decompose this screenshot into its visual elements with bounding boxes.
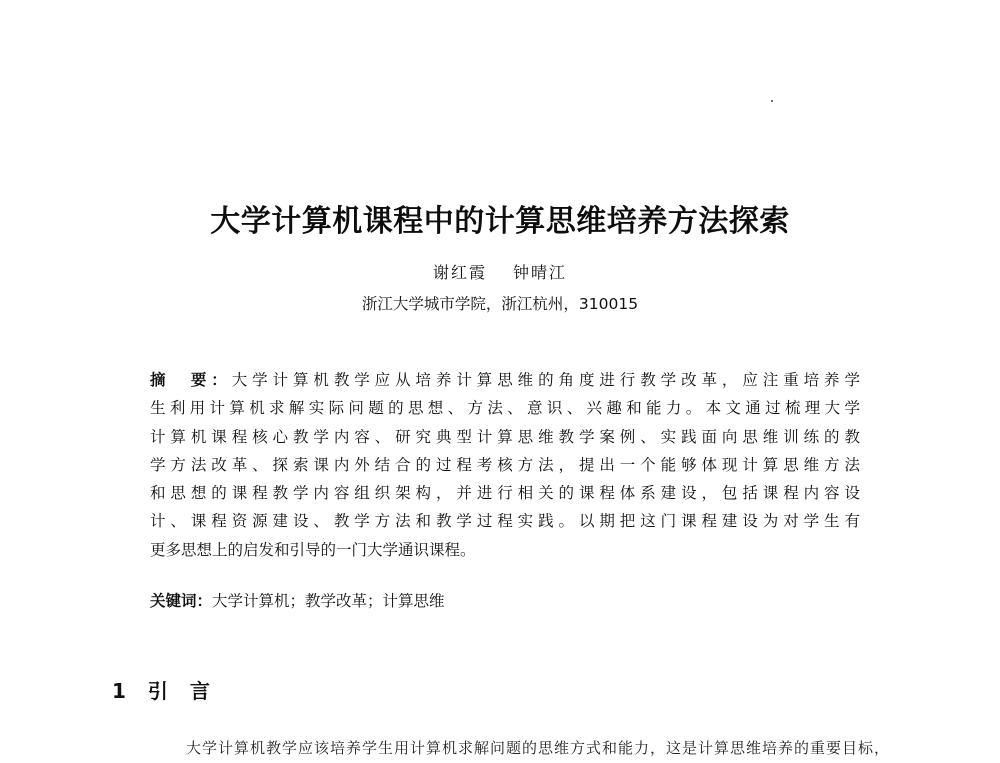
abstract-line: 更多思想上的启发和引导的一门大学通识课程。 [150,540,476,559]
affiliation: 浙江大学城市学院，浙江杭州，310015 [361,295,639,313]
abstract-line: 学方法改革、探索课内外结合的过程考核方法，提出一个能够体现计算思维方法 [150,455,860,474]
scan-speck [771,100,773,102]
paper-title: 大学计算机课程中的计算思维培养方法探索 [210,204,790,239]
abstract-line [150,366,860,394]
abstract-line: 生利用计算机求解实际问题的思想、方法、意识、兴趣和能力。本文通过梳理大学 [150,399,860,418]
keywords-text: 大学计算机；教学改革；计算思维 [212,592,445,610]
abstract-line: 和思想的课程教学内容组织架构，并进行相关的课程体系建设，包括课程内容设 [150,484,860,503]
keywords-label: 关键词： [150,592,213,610]
section-title: 言 [189,679,210,703]
abstract-label: 摘 要： [150,371,232,389]
section-title: 引 [147,679,168,703]
author-name: 谢红霞 [432,263,487,282]
abstract-line: 计算机课程核心教学内容、研究典型计算思维教学案例、实践面向思维训练的教 [150,427,860,446]
abstract [150,366,860,564]
body-text-cut-off: 大学计算机教学应该培养学生用计算机求解问题的思维方式和能力，这是计算思维培养的重要目标， [186,739,891,757]
abstract-text: 大学计算机教学应从培养计算思维的角度进行教学改革，应注重培养学 [231,371,860,389]
author-list [0,260,1000,283]
keywords [150,587,445,615]
author-name: 钟晴江 [513,263,568,282]
section-heading [112,675,210,704]
section-number: 1 [112,679,126,703]
abstract-line: 计、课程资源建设、教学方法和教学过程实践。以期把这门课程建设为对学生有 [150,512,860,531]
